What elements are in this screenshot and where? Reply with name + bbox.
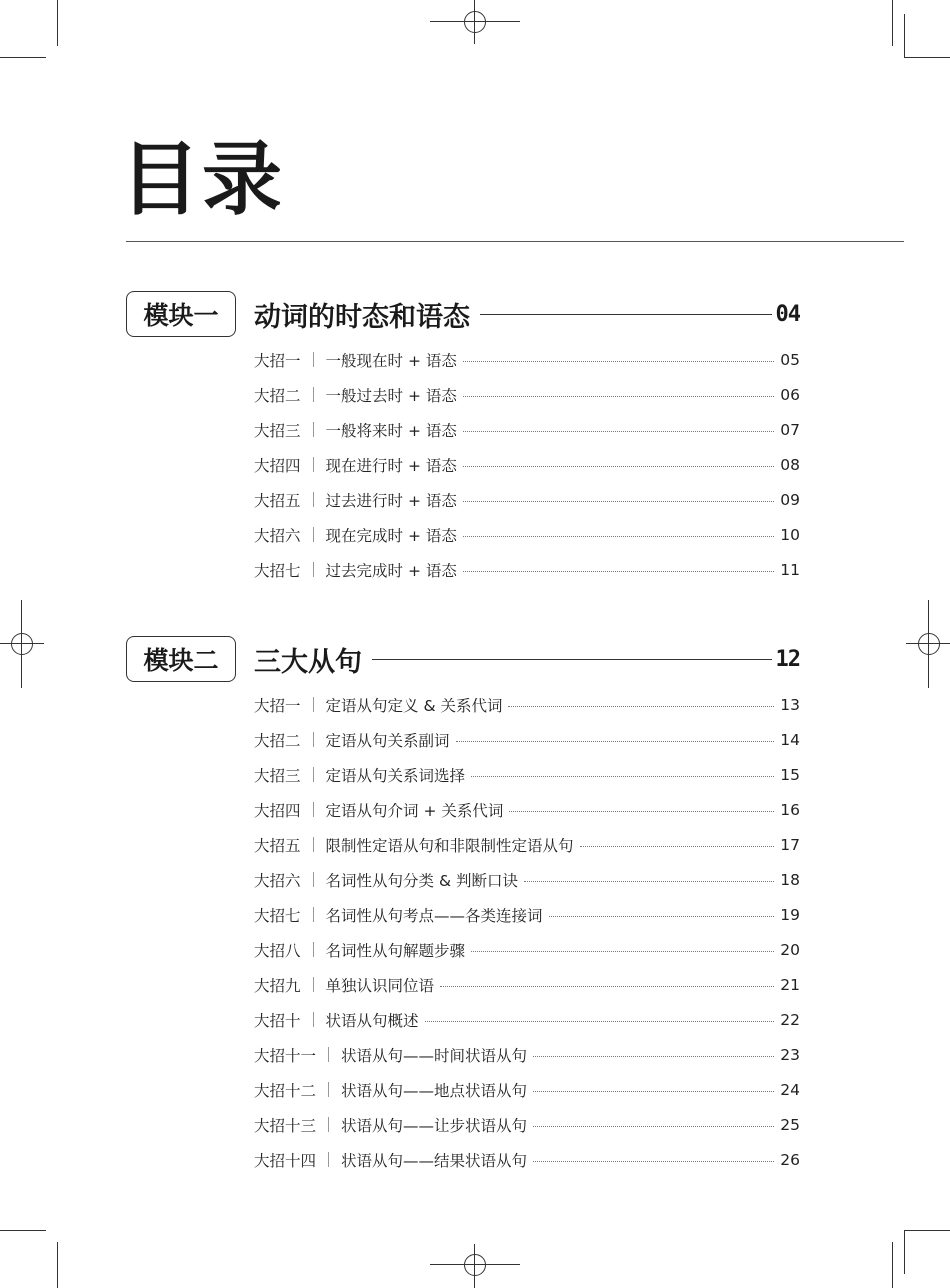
- dot-leader: [463, 361, 774, 362]
- separator: [313, 352, 314, 367]
- entry-text: 现在进行时 + 语态: [325, 456, 457, 475]
- dot-leader: [425, 1021, 774, 1022]
- module-page: 12: [775, 646, 800, 672]
- module-badge: 模块二: [126, 636, 236, 682]
- dot-leader: [533, 1091, 774, 1092]
- entry-text: 一般将来时 + 语态: [325, 421, 457, 440]
- toc-entry[interactable]: [254, 862, 800, 897]
- toc-entry[interactable]: [254, 482, 800, 517]
- toc-entry[interactable]: [254, 1037, 800, 1072]
- entry-page: 18: [780, 870, 800, 889]
- entry-label: 大招一: [254, 351, 301, 370]
- entry-list: [254, 687, 800, 1177]
- entry-page: 14: [780, 730, 800, 749]
- toc-entry[interactable]: [254, 722, 800, 757]
- entry-label: 大招六: [254, 526, 301, 545]
- entry-page: 22: [780, 1010, 800, 1029]
- entry-label: 大招五: [254, 491, 301, 510]
- entry-page: 21: [780, 975, 800, 994]
- separator: [328, 1152, 329, 1167]
- entry-label: 大招十二: [254, 1081, 317, 1100]
- separator: [313, 872, 314, 887]
- entry-text: 状语从句——让步状语从句: [341, 1116, 528, 1135]
- entry-page: 13: [780, 695, 800, 714]
- separator: [313, 767, 314, 782]
- separator: [313, 697, 314, 712]
- toc-entry[interactable]: [254, 757, 800, 792]
- page-title: 目录: [120, 133, 284, 226]
- entry-page: 23: [780, 1045, 800, 1064]
- entry-label: 大招七: [254, 561, 301, 580]
- toc-entry[interactable]: [254, 897, 800, 932]
- separator: [313, 907, 314, 922]
- entry-text: 名词性从句分类 & 判断口诀: [325, 871, 518, 890]
- entry-label: 大招一: [254, 696, 301, 715]
- dot-leader: [463, 501, 774, 502]
- dot-leader: [463, 431, 774, 432]
- entry-label: 大招二: [254, 386, 301, 405]
- entry-page: 20: [780, 940, 800, 959]
- toc-entry[interactable]: [254, 447, 800, 482]
- entry-label: 大招四: [254, 801, 301, 820]
- module-badge: 模块一: [126, 291, 236, 337]
- entry-label: 大招三: [254, 421, 301, 440]
- separator: [313, 387, 314, 402]
- dot-leader: [471, 951, 774, 952]
- leader-line: [480, 314, 772, 315]
- entry-text: 名词性从句解题步骤: [325, 941, 466, 960]
- separator: [313, 977, 314, 992]
- separator: [313, 492, 314, 507]
- dot-leader: [533, 1161, 774, 1162]
- entry-page: 10: [780, 525, 800, 544]
- entry-page: 16: [780, 800, 800, 819]
- toc-entry[interactable]: [254, 967, 800, 1002]
- leader-line: [372, 659, 772, 660]
- entry-text: 单独认识同位语: [325, 976, 435, 995]
- dot-leader: [463, 536, 774, 537]
- separator: [313, 422, 314, 437]
- dot-leader: [456, 741, 774, 742]
- entry-text: 现在完成时 + 语态: [325, 526, 457, 545]
- entry-text: 一般过去时 + 语态: [325, 386, 457, 405]
- entry-label: 大招二: [254, 731, 301, 750]
- entry-text: 定语从句介词 + 关系代词: [325, 801, 504, 820]
- entry-label: 大招十三: [254, 1116, 317, 1135]
- toc-entry[interactable]: [254, 932, 800, 967]
- dot-leader: [549, 916, 774, 917]
- dot-leader: [471, 776, 774, 777]
- separator: [313, 562, 314, 577]
- separator: [313, 457, 314, 472]
- dot-leader: [533, 1126, 774, 1127]
- toc-entry[interactable]: [254, 1002, 800, 1037]
- separator: [313, 942, 314, 957]
- entry-label: 大招十一: [254, 1046, 317, 1065]
- separator: [313, 1012, 314, 1027]
- entry-page: 24: [780, 1080, 800, 1099]
- entry-label: 大招十四: [254, 1151, 317, 1170]
- entry-text: 名词性从句考点——各类连接词: [325, 906, 543, 925]
- entry-text: 过去进行时 + 语态: [325, 491, 457, 510]
- separator: [328, 1047, 329, 1062]
- dot-leader: [463, 571, 774, 572]
- toc-entry[interactable]: [254, 517, 800, 552]
- entry-page: 07: [780, 420, 800, 439]
- entry-label: 大招七: [254, 906, 301, 925]
- entry-page: 05: [780, 350, 800, 369]
- toc-entry[interactable]: [254, 1107, 800, 1142]
- entry-label: 大招九: [254, 976, 301, 995]
- entry-text: 一般现在时 + 语态: [325, 351, 457, 370]
- toc-entry[interactable]: [254, 342, 800, 377]
- entry-page: 17: [780, 835, 800, 854]
- dot-leader: [580, 846, 774, 847]
- entry-list: [254, 342, 800, 587]
- entry-page: 15: [780, 765, 800, 784]
- toc-entry[interactable]: [254, 552, 800, 587]
- module-title-row[interactable]: [254, 636, 800, 682]
- entry-page: 06: [780, 385, 800, 404]
- entry-text: 限制性定语从句和非限制性定语从句: [325, 836, 574, 855]
- entry-label: 大招五: [254, 836, 301, 855]
- module-title: 动词的时态和语态: [254, 301, 470, 333]
- toc-entry[interactable]: [254, 827, 800, 862]
- toc-entry[interactable]: [254, 412, 800, 447]
- entry-page: 26: [780, 1150, 800, 1169]
- entry-text: 状语从句概述: [325, 1011, 419, 1030]
- entry-page: 19: [780, 905, 800, 924]
- separator: [313, 732, 314, 747]
- dot-leader: [508, 706, 774, 707]
- separator: [313, 527, 314, 542]
- dot-leader: [440, 986, 774, 987]
- module-title-row[interactable]: [254, 291, 800, 337]
- entry-label: 大招四: [254, 456, 301, 475]
- dot-leader: [533, 1056, 774, 1057]
- entry-page: 11: [780, 560, 800, 579]
- separator: [313, 837, 314, 852]
- module-page: 04: [775, 301, 800, 327]
- entry-text: 过去完成时 + 语态: [325, 561, 457, 580]
- entry-page: 08: [780, 455, 800, 474]
- entry-label: 大招六: [254, 871, 301, 890]
- entry-page: 25: [780, 1115, 800, 1134]
- entry-label: 大招十: [254, 1011, 301, 1030]
- toc-entry[interactable]: [254, 377, 800, 412]
- separator: [313, 802, 314, 817]
- title-divider: [126, 241, 904, 242]
- dot-leader: [524, 881, 774, 882]
- toc-entry[interactable]: [254, 1072, 800, 1107]
- dot-leader: [463, 396, 774, 397]
- entry-label: 大招八: [254, 941, 301, 960]
- toc-entry[interactable]: [254, 1142, 800, 1177]
- toc-entry[interactable]: [254, 792, 800, 827]
- entry-text: 定语从句定义 & 关系代词: [325, 696, 503, 715]
- module-title: 三大从句: [254, 646, 362, 678]
- entry-text: 状语从句——地点状语从句: [341, 1081, 528, 1100]
- entry-page: 09: [780, 490, 800, 509]
- entry-text: 定语从句关系词选择: [325, 766, 466, 785]
- toc-entry[interactable]: [254, 687, 800, 722]
- separator: [328, 1082, 329, 1097]
- entry-label: 大招三: [254, 766, 301, 785]
- dot-leader: [509, 811, 774, 812]
- separator: [328, 1117, 329, 1132]
- entry-text: 状语从句——时间状语从句: [341, 1046, 528, 1065]
- entry-text: 定语从句关系副词: [325, 731, 450, 750]
- entry-text: 状语从句——结果状语从句: [341, 1151, 528, 1170]
- dot-leader: [463, 466, 774, 467]
